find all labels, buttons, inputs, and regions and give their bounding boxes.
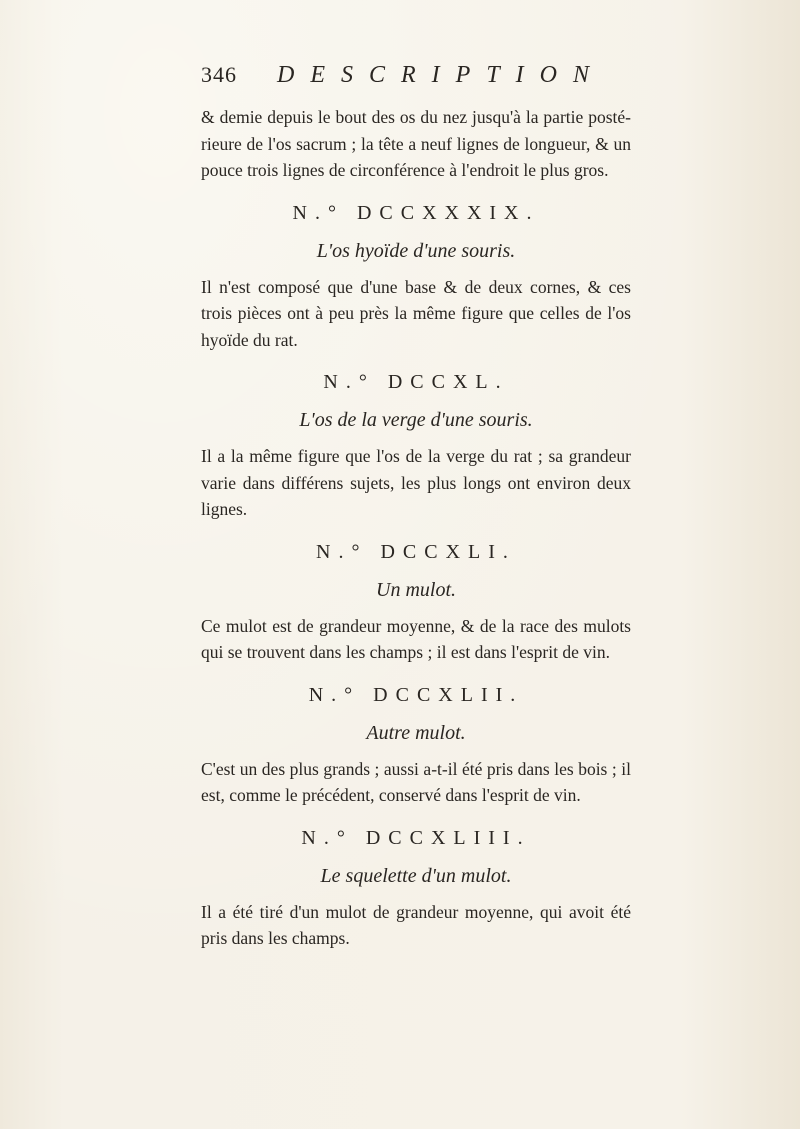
entry-number: N.° DCCXLII. [308, 683, 524, 706]
entry-number: N.° DCCXLI. [316, 540, 516, 563]
paragraph: Il n'est composé que d'une base & de deux cornes, & ces trois pièces ont à peu près la même figure que celles de l'os hyoïde du rat. [201, 276, 631, 350]
entry-number: N.° DCCXL. [323, 371, 509, 393]
entry-number: N.° DCCXLIII. [301, 826, 531, 849]
paragraph: Il a la même figure que l'os de la verge du rat ; sa grandeur varie dans différens sujets, les plus longs ont environ deux lignes. [201, 446, 631, 519]
entry-title: Un mulot. [376, 578, 456, 601]
entry-title: Le squelette d'un mulot. [320, 864, 512, 887]
paragraph: Ce mulot est de grandeur moyenne, & de la race des mulots qui se trouvent dans les champs ; il est dans l'esprit de vin. [201, 615, 631, 662]
running-head [201, 62, 631, 102]
paragraph: & demie depuis le bout des os du nez jusqu'à la partie posté-rieure de l'os sacrum ; la tête a neuf lignes de longueur, & un pouce trois lignes de circonférence à l'endroit le plus gros. [201, 107, 631, 180]
entry-title: L'os de la verge d'une souris. [299, 409, 533, 431]
entry-title: L'os hyoïde d'une souris. [316, 239, 516, 262]
paragraph: C'est un des plus grands ; aussi a-t-il été pris dans les bois ; il est, comme le précédent, conservé dans l'esprit de vin. [201, 758, 631, 805]
entry-title: Autre mulot. [366, 721, 466, 744]
paragraph: Il a été tiré d'un mulot de grandeur moyenne, qui avoit été pris dans les champs. [201, 901, 631, 948]
page-content [201, 62, 631, 952]
running-title: DESCRIPTION [277, 62, 605, 88]
page-number: 346 [201, 62, 237, 87]
entry-number: N.° DCCXXXIX. [292, 201, 540, 224]
